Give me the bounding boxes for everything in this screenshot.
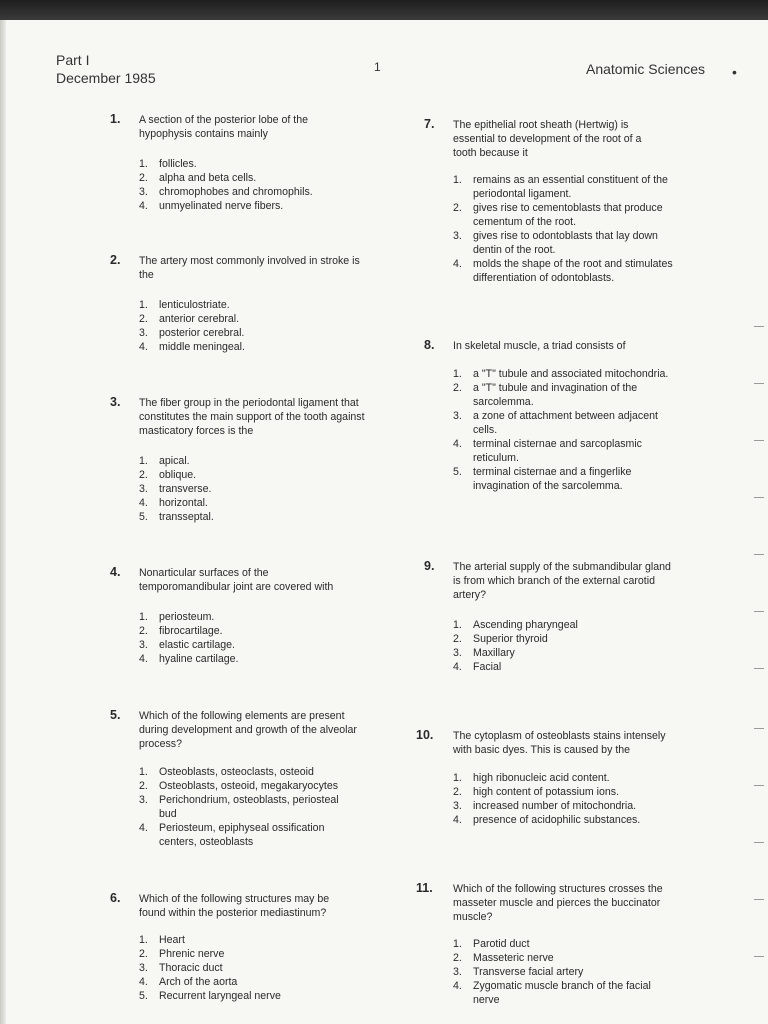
question-4: [110, 565, 354, 666]
option-text: horizontal.: [159, 497, 208, 509]
question-8: [424, 338, 693, 493]
option-number: 2.: [139, 469, 148, 481]
answer-option[interactable]: [139, 779, 339, 793]
answer-option[interactable]: [453, 201, 688, 229]
question-number: 4.: [110, 565, 121, 579]
question-text: The cytoplasm of osteoblasts stains intensely with basic dyes. This is caused by the: [453, 730, 666, 756]
option-number: 3.: [453, 647, 462, 659]
option-text: Recurrent laryngeal nerve: [159, 990, 281, 1002]
question-3: [110, 395, 371, 524]
answer-option[interactable]: [453, 409, 678, 437]
question-1: [110, 112, 344, 213]
option-text: Perichondrium, osteoblasts, periosteal bud: [159, 794, 339, 820]
answer-option[interactable]: [139, 171, 344, 185]
answer-option[interactable]: [139, 199, 344, 213]
option-number: 4.: [453, 980, 462, 992]
option-number: 2.: [139, 625, 148, 637]
answer-option[interactable]: [139, 624, 354, 638]
answer-option[interactable]: [139, 185, 344, 199]
option-number: 3.: [139, 794, 148, 806]
question-text: A section of the posterior lobe of the hypophysis contains mainly: [139, 114, 309, 140]
edge-mark: [754, 785, 764, 786]
question-7: [424, 117, 673, 285]
option-number: 3.: [453, 410, 462, 422]
option-number: 5.: [139, 990, 148, 1002]
edge-mark: [754, 383, 764, 384]
option-number: 4.: [139, 653, 148, 665]
answer-option[interactable]: [453, 937, 678, 951]
edge-mark: [754, 326, 764, 327]
answer-option[interactable]: [453, 771, 683, 785]
answer-option[interactable]: [139, 652, 354, 666]
answer-option[interactable]: [453, 381, 678, 409]
option-number: 3.: [139, 327, 148, 339]
option-number: 1.: [453, 174, 462, 186]
option-text: oblique.: [159, 469, 197, 481]
answer-option[interactable]: [139, 947, 354, 961]
answer-option[interactable]: [453, 618, 673, 632]
question-text: Nonarticular surfaces of the temporomandibular joint are covered with: [139, 567, 334, 593]
option-text: posterior cerebral.: [159, 327, 245, 339]
option-text: follicles.: [159, 158, 197, 170]
answer-option[interactable]: [139, 933, 354, 947]
option-number: 2.: [139, 948, 148, 960]
option-text: Osteoblasts, osteoclasts, osteoid: [159, 766, 314, 778]
option-text: high content of potassium ions.: [473, 786, 620, 798]
option-number: 5.: [139, 511, 148, 523]
option-text: Ascending pharyngeal: [473, 619, 578, 631]
option-text: a zone of attachment between adjacent cells.: [473, 410, 658, 436]
edge-mark: [754, 611, 764, 612]
option-text: Thoracic duct: [159, 962, 223, 974]
question-2: [110, 253, 369, 354]
scan-top-edge: [0, 0, 768, 20]
option-number: 4.: [139, 200, 148, 212]
option-number: 4.: [139, 822, 148, 834]
subject-title: Anatomic Sciences: [586, 61, 706, 77]
option-text: lenticulostriate.: [159, 299, 230, 311]
question-5: [110, 708, 364, 849]
option-number: 2.: [453, 952, 462, 964]
question-text: The fiber group in the periodontal ligament that constitutes the main support of the tooth against masticatory forces is the: [139, 397, 365, 437]
option-text: gives rise to odontoblasts that lay down dentin of the root.: [473, 230, 658, 256]
answer-option[interactable]: [453, 367, 678, 381]
answer-option[interactable]: [139, 610, 354, 624]
edge-mark: [754, 497, 764, 498]
exam-date: December 1985: [56, 70, 156, 86]
answer-option[interactable]: [453, 229, 688, 257]
answer-option[interactable]: [453, 257, 688, 285]
option-text: hyaline cartilage.: [159, 653, 239, 665]
option-text: alpha and beta cells.: [159, 172, 257, 184]
answer-option[interactable]: [139, 340, 369, 354]
option-number: 1.: [453, 938, 462, 950]
question-number: 9.: [424, 559, 435, 573]
answer-option[interactable]: [139, 961, 354, 975]
question-text: Which of the following elements are present during development and growth of the alveolar process?: [139, 710, 357, 750]
option-text: Facial: [473, 661, 502, 673]
option-text: apical.: [159, 455, 190, 467]
question-number: 8.: [424, 338, 435, 352]
question-11: [416, 881, 681, 1007]
option-number: 1.: [139, 299, 148, 311]
option-number: 4.: [139, 341, 148, 353]
question-10: [416, 728, 683, 827]
option-number: 2.: [453, 202, 462, 214]
option-text: Phrenic nerve: [159, 948, 225, 960]
answer-option[interactable]: [453, 813, 683, 827]
option-text: molds the shape of the root and stimulates differentiation of odontoblasts.: [473, 258, 673, 284]
option-text: Osteoblasts, osteoid, megakaryocytes: [159, 780, 339, 792]
option-number: 2.: [453, 382, 462, 394]
answer-option[interactable]: [139, 496, 371, 510]
page-number: 1: [374, 60, 381, 74]
question-number: 5.: [110, 708, 121, 722]
answer-option[interactable]: [453, 632, 673, 646]
edge-mark: [754, 554, 764, 555]
option-number: 3.: [453, 230, 462, 242]
option-text: terminal cisternae and a fingerlike invagination of the sarcolemma.: [473, 466, 632, 492]
header-dot: •: [732, 64, 737, 80]
question-number: 11.: [416, 881, 433, 895]
question-number: 3.: [110, 395, 121, 409]
answer-option[interactable]: [139, 454, 371, 468]
answer-option[interactable]: [139, 312, 369, 326]
option-text: terminal cisternae and sarcoplasmic reticulum.: [473, 438, 642, 464]
answer-option[interactable]: [139, 638, 354, 652]
option-number: 4.: [453, 438, 462, 450]
option-number: 4.: [139, 976, 148, 988]
option-number: 1.: [453, 619, 462, 631]
answer-option[interactable]: [453, 785, 683, 799]
option-text: Parotid duct: [473, 938, 530, 950]
question-6: [110, 891, 354, 1003]
question-number: 2.: [110, 253, 121, 267]
option-number: 5.: [453, 466, 462, 478]
answer-option[interactable]: [139, 326, 369, 340]
question-text: The arterial supply of the submandibular gland is from which branch of the external carotid artery?: [453, 561, 671, 601]
question-text: In skeletal muscle, a triad consists of: [453, 340, 626, 352]
option-number: 1.: [139, 766, 148, 778]
answer-option[interactable]: [139, 482, 371, 496]
option-text: transseptal.: [159, 511, 214, 523]
option-text: Maxillary: [473, 647, 515, 659]
option-text: increased number of mitochondria.: [473, 800, 637, 812]
option-number: 1.: [139, 158, 148, 170]
answer-option[interactable]: [139, 989, 354, 1003]
edge-mark: [754, 668, 764, 669]
option-number: 2.: [139, 313, 148, 325]
answer-option[interactable]: [139, 765, 339, 779]
option-text: unmyelinated nerve fibers.: [159, 200, 284, 212]
question-text: Which of the following structures crosses the masseter muscle and pierces the buccinator muscle?: [453, 883, 663, 923]
option-number: 3.: [139, 186, 148, 198]
option-number: 3.: [453, 966, 462, 978]
option-number: 2.: [139, 172, 148, 184]
option-text: Zygomatic muscle branch of the facial nerve: [473, 980, 651, 1006]
answer-option[interactable]: [453, 437, 678, 465]
option-text: Heart: [159, 934, 185, 946]
answer-option[interactable]: [139, 821, 339, 849]
option-text: a "T" tubule and invagination of the sarcolemma.: [473, 382, 638, 408]
answer-option[interactable]: [453, 173, 688, 201]
option-number: 3.: [453, 800, 462, 812]
question-number: 7.: [424, 117, 435, 131]
option-text: presence of acidophilic substances.: [473, 814, 641, 826]
answer-option[interactable]: [453, 465, 678, 493]
option-number: 1.: [139, 611, 148, 623]
answer-option[interactable]: [453, 660, 673, 674]
option-number: 4.: [453, 814, 462, 826]
option-number: 3.: [139, 962, 148, 974]
option-number: 3.: [139, 483, 148, 495]
option-number: 4.: [453, 661, 462, 673]
edge-mark: [754, 956, 764, 957]
option-text: Periosteum, epiphyseal ossification centers, osteoblasts: [159, 822, 325, 848]
question-text: The artery most commonly involved in stroke is the: [139, 255, 360, 281]
option-number: 1.: [453, 772, 462, 784]
question-number: 6.: [110, 891, 121, 905]
edge-mark: [754, 728, 764, 729]
answer-option[interactable]: [139, 468, 371, 482]
edge-mark: [754, 842, 764, 843]
answer-option[interactable]: [453, 799, 683, 813]
question-number: 10.: [416, 728, 434, 742]
option-text: a "T" tubule and associated mitochondria.: [473, 368, 669, 380]
question-text: Which of the following structures may be found within the posterior mediastinum?: [139, 893, 330, 919]
edge-mark: [754, 899, 764, 900]
edge-mark: [754, 440, 764, 441]
question-text: The epithelial root sheath (Hertwig) is essential to development of the root of a tooth because it: [453, 119, 642, 159]
option-text: middle meningeal.: [159, 341, 245, 353]
answer-option[interactable]: [139, 298, 369, 312]
option-text: remains as an essential constituent of the periodontal ligament.: [473, 174, 668, 200]
option-text: periosteum.: [159, 611, 215, 623]
question-number: 1.: [110, 112, 121, 126]
option-number: 2.: [453, 633, 462, 645]
answer-option[interactable]: [453, 646, 673, 660]
option-number: 3.: [139, 639, 148, 651]
option-text: chromophobes and chromophils.: [159, 186, 313, 198]
option-number: 2.: [139, 780, 148, 792]
option-text: gives rise to cementoblasts that produce cementum of the root.: [473, 202, 663, 228]
answer-option[interactable]: [139, 793, 339, 821]
option-number: 4.: [453, 258, 462, 270]
option-text: Superior thyroid: [473, 633, 548, 645]
option-text: anterior cerebral.: [159, 313, 240, 325]
option-number: 4.: [139, 497, 148, 509]
option-text: elastic cartilage.: [159, 639, 235, 651]
answer-option[interactable]: [139, 157, 344, 171]
answer-option[interactable]: [453, 951, 678, 965]
option-text: fibrocartilage.: [159, 625, 223, 637]
option-text: transverse.: [159, 483, 212, 495]
question-9: [424, 559, 673, 674]
option-text: Masseteric nerve: [473, 952, 554, 964]
answer-option[interactable]: [139, 510, 371, 524]
answer-option[interactable]: [453, 965, 678, 979]
part-label: Part I: [56, 52, 90, 68]
option-number: 1.: [139, 934, 148, 946]
answer-option[interactable]: [453, 979, 678, 1007]
option-number: 1.: [139, 455, 148, 467]
option-text: Transverse facial artery: [473, 966, 584, 978]
answer-option[interactable]: [139, 975, 354, 989]
option-text: high ribonucleic acid content.: [473, 772, 610, 784]
option-text: Arch of the aorta: [159, 976, 238, 988]
option-number: 1.: [453, 368, 462, 380]
option-number: 2.: [453, 786, 462, 798]
